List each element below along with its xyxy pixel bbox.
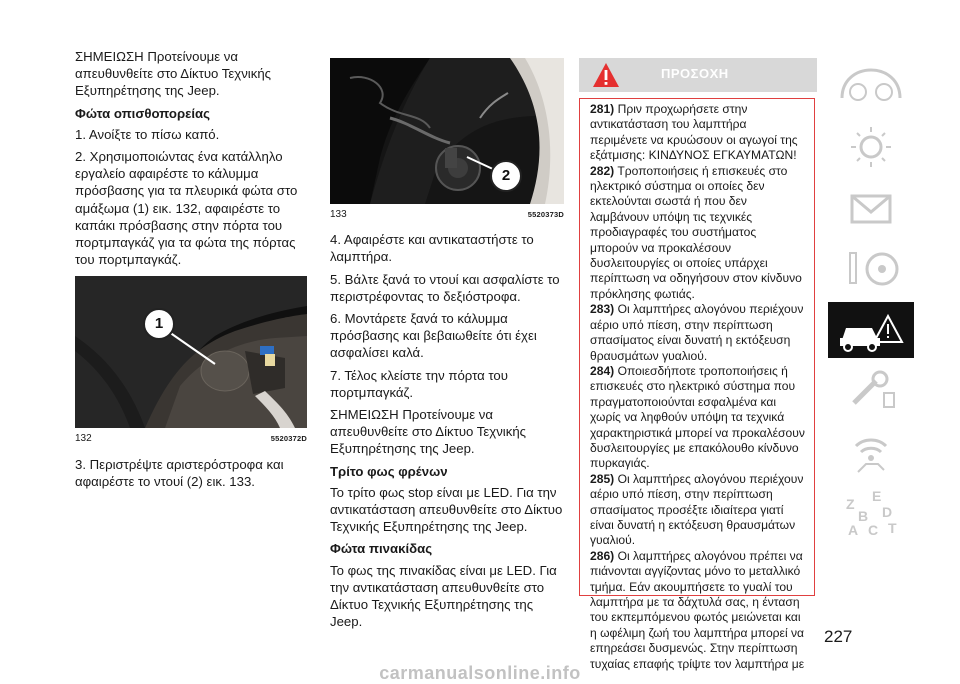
car-emergency-icon [828,302,914,358]
tab-service[interactable] [828,363,914,419]
figure-code: 5520373D [527,210,564,219]
warning-item [590,164,806,303]
tab-index[interactable] [828,485,914,541]
svg-text:Z: Z [846,496,855,512]
step-text: 6. Μοντάρετε ξανά το κάλυμμα πρόσβασης και βεβαιωθείτε ότι έχει ασφαλίσει καλά. [330,311,537,361]
figure-number: 132 [75,433,92,445]
svg-text:A: A [848,522,859,538]
svg-text:B: B [858,508,869,524]
column-left [75,48,307,495]
note-text: ΣΗΜΕΙΩΣΗ Προτείνουμε να απευθυνθείτε στο Δίκτυο Τεχνικής Εξυπηρέτησης της Jeep. [330,407,527,457]
section-heading: Φώτα οπισθοπορείας [75,105,211,121]
page-number: 227 [824,627,853,646]
warning-body [579,98,815,671]
body-text: Το φως της πινακίδας είναι με LED. Για την αντικατάσταση απευθυνθείτε στο Δίκτυο Τεχνικής Εξυπηρέτησης της Jeep. [330,562,557,630]
service-wrench-icon [828,363,914,419]
warning-triangle-icon [591,61,621,89]
svg-text:C: C [868,522,879,538]
svg-text:E: E [872,488,882,504]
warning-header [579,58,817,92]
figure-number: 133 [330,209,347,220]
tools-steering-icon [828,241,914,297]
trunk-interior-illustration [75,276,307,428]
warning-item-number: 285) [590,471,615,486]
warning-item-number: 283) [590,302,615,317]
warning-item [590,472,806,549]
warning-item [590,364,806,472]
sun-light-icon [828,119,914,175]
figure-caption [75,430,307,447]
figure-caption [330,206,564,223]
warning-item-number: 286) [590,548,615,563]
wifi-hand-icon [828,424,914,480]
tab-messages[interactable] [828,180,914,236]
warning-item [590,102,806,164]
light-socket-illustration [330,58,564,204]
step-text: 1. Ανοίξτε το πίσω καπό. [75,126,220,142]
note-text: ΣΗΜΕΙΩΣΗ Προτείνουμε να απευθυνθείτε στο Δίκτυο Τεχνικής Εξυπηρέτησης της Jeep. [75,49,272,99]
svg-text:D: D [882,504,893,520]
figure-132-photo [75,276,307,428]
car-dashboard-icon [828,58,914,114]
warning-title: ΠΡΟΣΟΧΗ [661,66,729,81]
warning-item [590,302,806,364]
callout-1: 1 [143,308,175,340]
body-text: Το τρίτο φως stop είναι με LED. Για την αντικατάσταση απευθυνθείτε στο Δίκτυο Τεχνικής Εξυπηρέτησης της Jeep. [330,484,563,535]
column-middle [330,58,564,635]
warning-item-text: Οποιεσδήποτε τροποποιήσεις ή επισκευές στο ηλεκτρικό σύστημα που πραγματοποιούνται εσφαλμένα και χωρίς να ληφθούν υπόψη τα τεχνικά χαρακτηριστικά μπορεί να προκαλέσουν δυσλειτουργίες με επακόλουθο κίνδυνο πυρκαγιάς. [590,363,805,471]
tab-connectivity[interactable] [828,424,914,480]
warning-box [579,58,817,671]
warning-item [590,549,806,672]
warning-item-number: 281) [590,102,615,116]
watermark: carmanualsonline.info [379,663,581,683]
tab-lights[interactable] [828,119,914,175]
tab-driving[interactable] [828,241,914,297]
warning-item-number: 282) [590,163,615,178]
warning-item-text: Οι λαμπτήρες αλογόνου πρέπει να πιάνονται αγγίζοντας μόνο το μεταλλικό τμήμα. Εάν ακουμπήσετε το γυαλί του λαμπτήρα με τα δάχτυλά σας, η ένταση του εκπεμπόμενου φωτός μειώνεται και η ωφέλιμη ζωή του λαμπτήρα μπορεί να επηρεάσει δυσμενώς. Στην περίπτωση τυχαίας επαφής τρίψτε τον λαμπτήρα με [590,548,805,671]
step-text: 4. Αφαιρέστε και αντικαταστήστε το λαμπτήρα. [330,232,534,265]
tab-emergency[interactable] [828,302,914,358]
step-text: 2. Χρησιμοποιώντας ένα κατάλληλο εργαλείο αφαιρέστε το κάλυμμα πρόσβασης για τα πλευρικά φώτα στο αμάξωμα (1) εικ. 132, αφαιρέστε το καπάκι πρόσβασης στην πόρτα του πορτμπαγκάζ για τα φώτα της πόρτας του πορτμπαγκάζ. [75,149,298,268]
section-heading: Φώτα πινακίδας [330,541,433,557]
warning-item-number: 284) [590,363,615,378]
alphabet-index-icon [828,485,914,541]
callout-2: 2 [490,160,522,192]
step-text: 3. Περιστρέψτε αριστερόστροφα και αφαιρέστε το ντουί (2) εικ. 133. [75,456,284,489]
chapter-sidebar [828,58,914,546]
svg-text:T: T [888,520,897,536]
warning-item-text: Οι λαμπτήρες αλογόνου περιέχουν αέριο υπό πίεση, στην περίπτωση σπασίματος είναι δυνατή η εκτόξευση θραυσμάτων γυαλιού. [590,302,804,363]
warning-item-text: Οι λαμπτήρες αλογόνου περιέχουν αέριο υπό πίεση, στην περίπτωση σπασίματος προσέξτε ιδιαίτερα γιατί είναι δυνατή η εκτόξευση θραυσμάτων γυαλιού. [590,471,804,548]
figure-code: 5520372D [270,434,307,444]
figure-133-photo [330,58,564,204]
step-text: 5. Βάλτε ξανά το ντουί και ασφαλίστε το περιστρέφοντας το δεξιόστροφα. [330,271,560,304]
warning-item-text: Πριν προχωρήσετε στην αντικατάσταση του λαμπτήρα περιμένετε να κρυώσουν οι αγωγοί της εξάτμισης: ΚΙΝΔΥΝΟΣ ΕΓΚΑΥΜΑΤΩΝ! [590,102,798,163]
section-heading: Τρίτο φως φρένων [330,463,448,479]
envelope-icon [828,180,914,236]
tab-dashboard[interactable] [828,58,914,114]
step-text: 7. Τέλος κλείστε την πόρτα του πορτμπαγκάζ. [330,367,508,400]
warning-item-text: Τροποποιήσεις ή επισκευές στο ηλεκτρικό σύστημα οι οποίες δεν εκτελούνται σωστά ή που δεν λαμβάνουν υπόψη τις τεχνικές προδιαγραφές του συστήματος μπορούν να προκαλέσουν δυσλειτουργίες οι οποίες υπάρχει περίπτωση να οδηγήσουν στον κίνδυνο πρόκλησης φωτιάς. [590,163,802,301]
